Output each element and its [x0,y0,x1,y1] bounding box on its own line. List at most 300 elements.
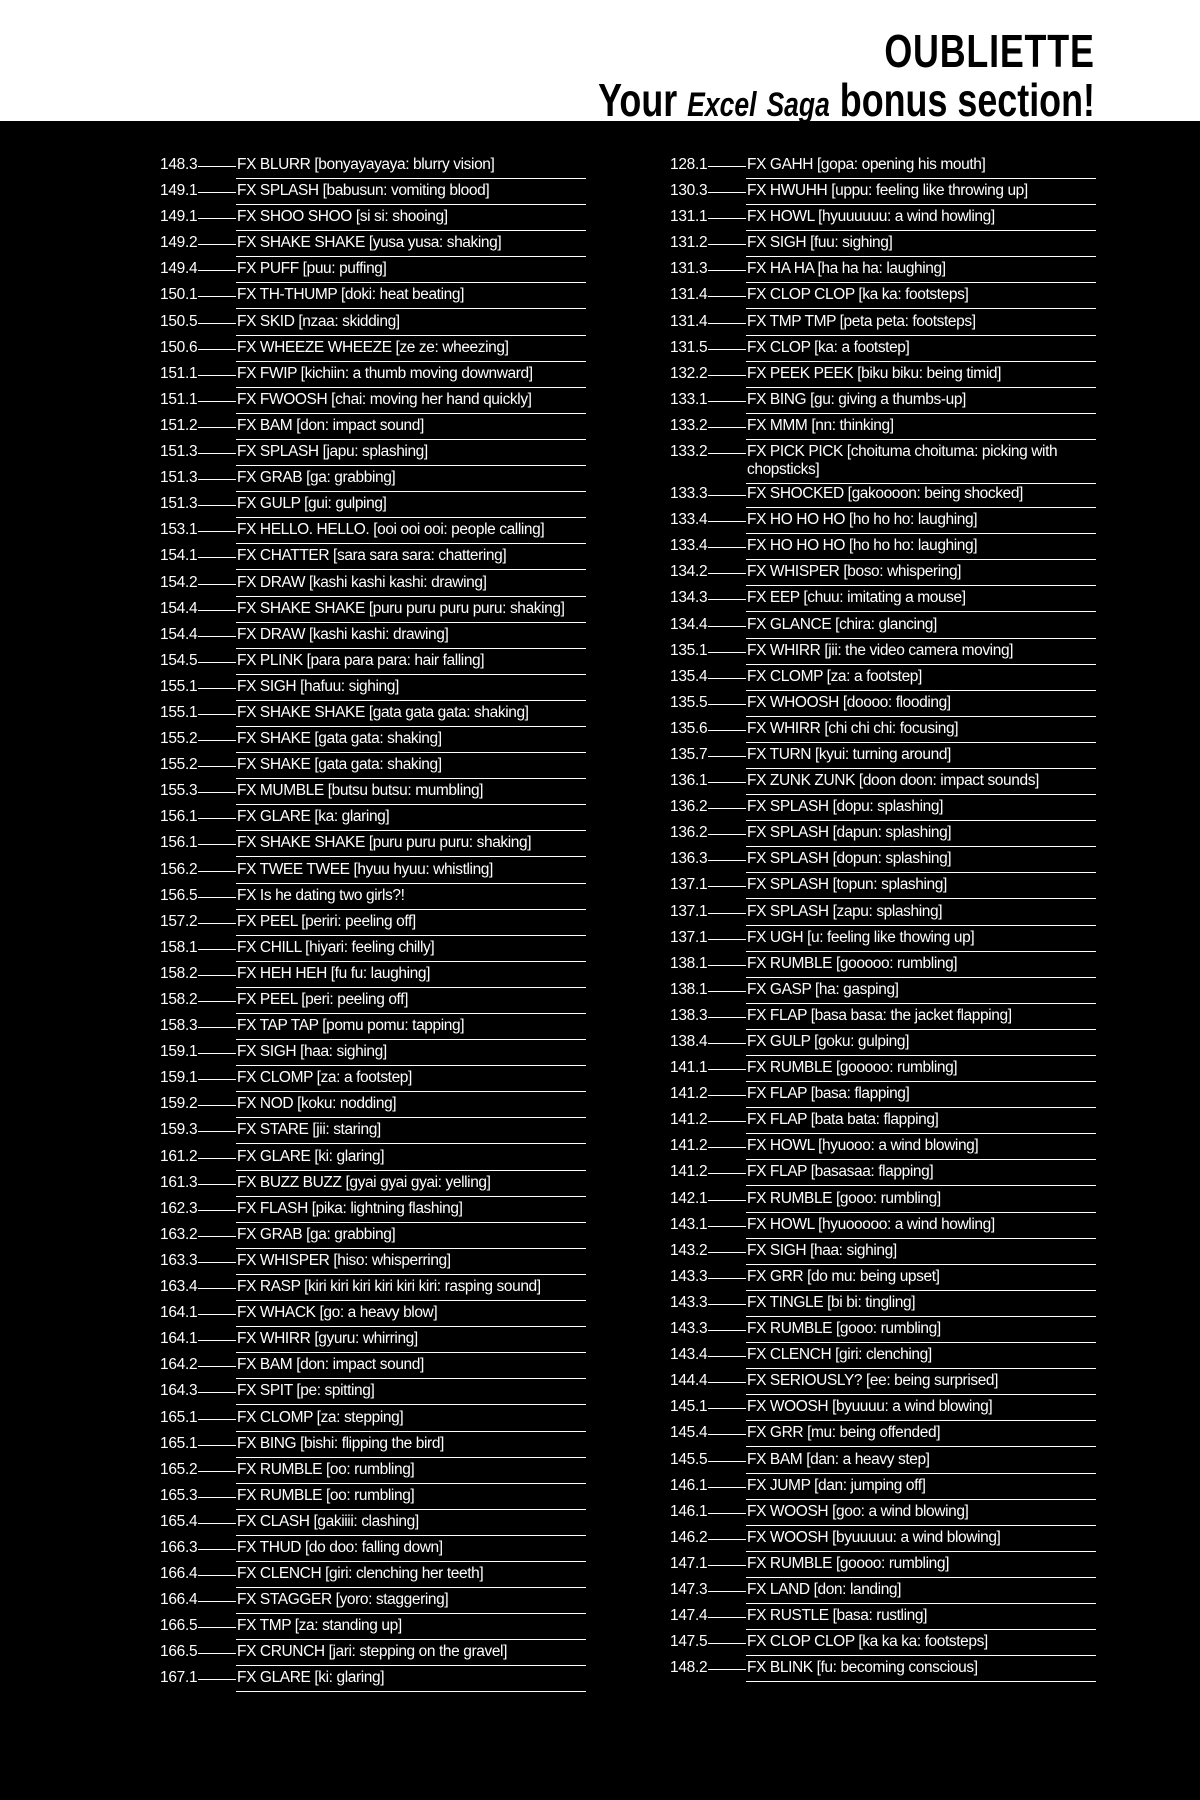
fx-entry [670,537,1096,563]
leader-line [708,1304,746,1305]
fx-entry [160,417,586,443]
leader-line [198,323,236,324]
page-reference: 135.1 [670,641,708,659]
leader-line [198,1105,236,1106]
leader-line [198,871,236,872]
page-reference: 147.5 [670,1633,708,1651]
leader-line [708,1591,746,1592]
leader-line [198,818,236,819]
fx-entry [160,1017,586,1043]
page-reference: 134.3 [670,589,708,607]
fx-entry [670,616,1096,642]
fx-entry [160,1487,586,1513]
page-reference: 148.2 [670,1659,708,1677]
fx-description: FX PEEK PEEK [biku biku: being timid] [746,365,1096,388]
leader-line [198,740,236,741]
page-reference: 145.5 [670,1450,708,1468]
fx-description: FX RUMBLE [gooo: rumbling] [746,1190,1096,1213]
fx-entry [160,391,586,417]
leader-line [198,1314,236,1315]
leader-line [708,1043,746,1044]
page-reference: 142.1 [670,1189,708,1207]
leader-line [708,495,746,496]
fx-entry [670,391,1096,417]
page-reference: 145.4 [670,1424,708,1442]
page-reference: 164.2 [160,1356,198,1374]
fx-description: FX TMP [za: standing up] [236,1617,586,1640]
page-reference: 158.2 [160,991,198,1008]
fx-description: FX RASP [kiri kiri kiri kiri kiri kiri: rasping sound] [236,1278,586,1301]
fx-entry [670,1085,1096,1111]
page-reference: 133.3 [670,485,708,503]
page-reference: 143.3 [670,1293,708,1311]
page-reference: 128.1 [670,156,708,173]
leader-line [708,1200,746,1201]
page-reference: 143.3 [670,1267,708,1285]
page-reference: 165.3 [160,1486,198,1504]
fx-description: FX WHIRR [jii: the video camera moving] [746,642,1096,665]
leader-line [198,1627,236,1628]
fx-entry [160,1643,586,1669]
left-column [160,156,586,1696]
leader-line [198,557,236,558]
page-reference: 132.2 [670,364,708,382]
fx-description: FX LAND [don: landing] [746,1581,1096,1604]
fx-entry [160,339,586,365]
leader-line [198,610,236,611]
fx-entry [160,313,586,339]
fx-entry [670,563,1096,589]
fx-description: FX SPLASH [topun: splashing] [746,876,1096,899]
fx-description: FX RUMBLE [oo: rumbling] [236,1487,586,1510]
fx-description: FX CHILL [hiyari: feeling chilly] [236,939,586,962]
fx-entry [160,913,586,939]
page-reference: 131.2 [670,234,708,252]
fx-entry [670,1346,1096,1372]
page-reference: 141.2 [670,1111,708,1129]
fx-description: FX SPLASH [babusun: vomiting blood] [236,182,586,205]
leader-line [708,1487,746,1488]
leader-line [198,1575,236,1576]
fx-entry [670,511,1096,537]
fx-description: FX WHOOSH [doooo: flooding] [746,694,1096,717]
page-reference: 151.2 [160,416,198,434]
leader-line [198,1210,236,1211]
page-title: OUBLIETTE [884,25,1095,77]
page-reference: 135.7 [670,745,708,763]
fx-entry [670,443,1096,485]
fx-entry [160,1304,586,1330]
page-reference: 165.4 [160,1512,198,1530]
page-reference: 138.1 [670,980,708,998]
fx-description: FX PEEL [peri: peeling off] [236,991,586,1014]
leader-line [198,714,236,715]
fx-description: FX MUMBLE [butsu butsu: mumbling] [236,782,586,805]
page-reference: 164.1 [160,1304,198,1322]
leader-line [708,1461,746,1462]
fx-entry [160,234,586,260]
page-reference: 149.4 [160,260,198,278]
fx-description: FX SKID [nzaa: skidding] [236,313,586,336]
page-reference: 137.1 [670,876,708,894]
fx-entry [670,720,1096,746]
leader-line [198,244,236,245]
fx-entry [160,1617,586,1643]
page-reference: 156.1 [160,834,198,852]
fx-description: FX CLENCH [giri: clenching her teeth] [236,1565,586,1588]
fx-description: FX FWIP [kichiin: a thumb moving downward] [236,365,586,388]
leader-line [708,1513,746,1514]
leader-line [198,636,236,637]
page-reference: 130.3 [670,182,708,200]
fx-entry [160,1669,586,1695]
fx-description: FX HWUHH [uppu: feeling like throwing up] [746,182,1096,205]
page-reference: 136.3 [670,850,708,868]
fx-entry [670,798,1096,824]
leader-line [198,923,236,924]
fx-entry [670,156,1096,182]
page-reference: 147.1 [670,1554,708,1572]
page-reference: 166.5 [160,1643,198,1661]
page-reference: 155.2 [160,756,198,774]
fx-entry [160,939,586,965]
fx-description: FX TMP TMP [peta peta: footsteps] [746,313,1096,336]
fx-description: FX BUZZ BUZZ [gyai gyai gyai: yelling] [236,1174,586,1197]
fx-entry [160,156,586,182]
leader-line [708,1382,746,1383]
leader-line [708,1539,746,1540]
fx-description: FX SPLASH [dapun: splashing] [746,824,1096,847]
fx-entry [670,260,1096,286]
fx-entry [160,1409,586,1435]
fx-description: FX FWOOSH [chai: moving her hand quickly] [236,391,586,414]
fx-entry [670,955,1096,981]
leader-line [198,270,236,271]
fx-description: FX UGH [u: feeling like thowing up] [746,929,1096,952]
fx-entry [160,495,586,521]
fx-entry [160,808,586,834]
leader-line [198,375,236,376]
fx-entry [160,704,586,730]
page-reference: 156.1 [160,808,198,826]
leader-line [708,1121,746,1122]
fx-description: FX STARE [jii: staring] [236,1121,586,1144]
fx-description: FX SPLASH [zapu: splashing] [746,903,1096,926]
page-reference: 143.3 [670,1320,708,1338]
leader-line [708,939,746,940]
fx-description: FX DRAW [kashi kashi kashi: drawing] [236,574,586,597]
fx-description: FX GLANCE [chira: glancing] [746,616,1096,639]
leader-line [198,218,236,219]
fx-description: FX CHATTER [sara sara sara: chattering] [236,547,586,570]
right-column [670,156,1096,1685]
fx-entry [670,981,1096,1007]
leader-line [198,1549,236,1550]
leader-line [708,626,746,627]
fx-entry [670,694,1096,720]
page-reference: 133.4 [670,537,708,555]
fx-entry [670,1607,1096,1633]
fx-description: FX BAM [dan: a heavy step] [746,1451,1096,1474]
leader-line [198,1053,236,1054]
fx-entry [670,1503,1096,1529]
fx-description: FX WOOSH [goo: a wind blowing] [746,1503,1096,1526]
page-reference: 161.3 [160,1173,198,1191]
fx-description: FX SPLASH [dopu: splashing] [746,798,1096,821]
fx-description: FX GULP [gui: gulping] [236,495,586,518]
page-reference: 146.2 [670,1528,708,1546]
page-reference: 146.1 [670,1502,708,1520]
page-reference: 131.4 [670,312,708,330]
fx-entry [670,313,1096,339]
fx-description: FX SPIT [pe: spitting] [236,1382,586,1405]
page-reference: 134.4 [670,615,708,633]
leader-line [198,1653,236,1654]
fx-entry [670,286,1096,312]
fx-description: FX RUMBLE [gooooo: rumbling] [746,1059,1096,1082]
leader-line [708,296,746,297]
fx-entry [160,574,586,600]
page-reference: 143.1 [670,1215,708,1233]
leader-line [198,766,236,767]
page-reference: 158.1 [160,938,198,956]
fx-entry [670,1059,1096,1085]
page-reference: 149.2 [160,234,198,252]
page-reference: 138.3 [670,1006,708,1024]
page-reference: 164.1 [160,1330,198,1348]
fx-entry [160,887,586,913]
page-reference: 161.2 [160,1147,198,1165]
page-reference: 157.2 [160,912,198,930]
fx-description: FX RUMBLE [gooo: rumbling] [746,1320,1096,1343]
fx-entry [160,469,586,495]
page-reference: 155.3 [160,782,198,800]
leader-line [198,1445,236,1446]
leader-line [708,1330,746,1331]
page-reference: 136.1 [670,772,708,790]
page-reference: 155.1 [160,677,198,695]
fx-entry [160,730,586,756]
page-reference: 164.3 [160,1382,198,1400]
fx-entry [670,208,1096,234]
fx-description: FX HELLO. HELLO. [ooi ooi ooi: people calling] [236,521,586,544]
fx-description: FX BLURR [bonyayayaya: blurry vision] [236,156,586,179]
page-reference: 166.3 [160,1538,198,1556]
fx-description: FX DRAW [kashi kashi: drawing] [236,626,586,649]
fx-entry [670,1033,1096,1059]
fx-entry [670,339,1096,365]
page-reference: 138.4 [670,1033,708,1050]
fx-description: FX CRUNCH [jari: stepping on the gravel] [236,1643,586,1666]
leader-line [198,844,236,845]
fx-entry [160,260,586,286]
fx-description: FX HEH HEH [fu fu: laughing] [236,965,586,988]
leader-line [198,349,236,350]
page-reference: 143.4 [670,1346,708,1364]
leader-line [198,1184,236,1185]
page-reference: 150.1 [160,286,198,304]
fx-description: FX PEEL [periri: peeling off] [236,913,586,936]
page-reference: 167.1 [160,1669,198,1687]
fx-description: FX CLOMP [za: stepping] [236,1409,586,1432]
fx-description: FX BAM [don: impact sound] [236,1356,586,1379]
page-reference: 165.2 [160,1460,198,1478]
leader-line [198,427,236,428]
fx-entry [670,365,1096,391]
fx-description: FX BING [bishi: flipping the bird] [236,1435,586,1458]
fx-entry [160,756,586,782]
fx-description: FX SHAKE SHAKE [gata gata gata: shaking] [236,704,586,727]
page-reference: 131.3 [670,260,708,278]
fx-entry [160,521,586,547]
leader-line [708,886,746,887]
fx-entry [670,485,1096,511]
fx-entry [160,1330,586,1356]
leader-line [198,479,236,480]
leader-line [198,531,236,532]
fx-entry [160,782,586,808]
page-reference: 159.2 [160,1095,198,1113]
page-reference: 165.1 [160,1434,198,1452]
fx-description: FX TWEE TWEE [hyuu hyuu: whistling] [236,861,586,884]
fx-description: FX JUMP [dan: jumping off] [746,1477,1096,1500]
leader-line [198,1236,236,1237]
fx-description: FX GAHH [gopa: opening his mouth] [746,156,1096,179]
page-reference: 131.4 [670,286,708,304]
fx-description: FX SHAKE [gata gata: shaking] [236,756,586,779]
fx-entry [160,286,586,312]
fx-entry [160,1539,586,1565]
page-reference: 166.5 [160,1617,198,1635]
leader-line [708,860,746,861]
fx-description: FX GLARE [ka: glaring] [236,808,586,831]
fx-entry [670,929,1096,955]
page-reference: 135.4 [670,667,708,685]
leader-line [708,270,746,271]
leader-line [708,218,746,219]
leader-line [198,792,236,793]
fx-description: FX WHIRR [chi chi chi: focusing] [746,720,1096,743]
page-reference: 159.1 [160,1043,198,1061]
fx-description: FX WHEEZE WHEEZE [ze ze: wheezing] [236,339,586,362]
fx-description: FX WHISPER [hiso: whisperring] [236,1252,586,1275]
page-reference: 133.2 [670,443,708,461]
leader-line [708,401,746,402]
page-reference: 166.4 [160,1565,198,1583]
fx-description: FX CLOP CLOP [ka ka: footsteps] [746,286,1096,309]
page-reference: 151.1 [160,390,198,408]
fx-entry [160,626,586,652]
leader-line [708,349,746,350]
leader-line [708,730,746,731]
fx-description: FX THUD [do doo: falling down] [236,1539,586,1562]
page-reference: 155.2 [160,730,198,748]
page-reference: 133.2 [670,416,708,434]
fx-entry [670,1372,1096,1398]
fx-description: FX HA HA [ha ha ha: laughing] [746,260,1096,283]
leader-line [708,166,746,167]
fx-description: FX NOD [koku: nodding] [236,1095,586,1118]
fx-description: FX GLARE [ki: glaring] [236,1148,586,1171]
fx-entry [670,903,1096,929]
fx-description: FX CLASH [gakiiii: clashing] [236,1513,586,1536]
fx-description: FX SHOCKED [gakoooon: being shocked] [746,485,1096,508]
page-reference: 163.4 [160,1278,198,1296]
fx-description: FX GASP [ha: gasping] [746,981,1096,1004]
leader-line [198,1158,236,1159]
fx-entry [160,1148,586,1174]
leader-line [708,1017,746,1018]
page-reference: 149.1 [160,182,198,200]
fx-description: FX HOWL [hyuooooo: a wind howling] [746,1216,1096,1239]
fx-entry [160,991,586,1017]
fx-description: FX SHAKE [gata gata: shaking] [236,730,586,753]
page-reference: 154.1 [160,547,198,565]
fx-description: FX CLOP CLOP [ka ka ka: footsteps] [746,1633,1096,1656]
subtitle-suffix: bonus section! [829,74,1095,126]
fx-description: FX HOWL [hyuuuuuu: a wind howling] [746,208,1096,231]
fx-description: FX CLOMP [za: a footstep] [746,668,1096,691]
fx-description: FX TAP TAP [pomu pomu: tapping] [236,1017,586,1040]
page-reference: 136.2 [670,798,708,816]
fx-description: FX SIGH [fuu: sighing] [746,234,1096,257]
fx-entry [670,1190,1096,1216]
leader-line [198,1262,236,1263]
leader-line [198,192,236,193]
page-reference: 156.5 [160,886,198,904]
fx-entry [160,1252,586,1278]
subtitle-prefix: Your [598,74,688,126]
page-reference: 163.3 [160,1251,198,1269]
page-reference: 138.1 [670,954,708,972]
fx-description: FX GLARE [ki: glaring] [236,1669,586,1692]
fx-description: FX WOOSH [byuuuuu: a wind blowing] [746,1529,1096,1552]
fx-entry [160,1591,586,1617]
fx-entry [160,1043,586,1069]
fx-description: FX STAGGER [yoro: staggering] [236,1591,586,1614]
fx-entry [160,834,586,860]
page-reference: 154.4 [160,599,198,617]
leader-line [708,1226,746,1227]
leader-line [708,652,746,653]
fx-description: FX SERIOUSLY? [ee: being surprised] [746,1372,1096,1395]
leader-line [198,296,236,297]
leader-line [198,1340,236,1341]
leader-line [708,1669,746,1670]
leader-line [708,573,746,574]
page-reference: 158.2 [160,964,198,982]
subtitle-brand-excel: Excel [687,86,757,124]
leader-line [198,688,236,689]
leader-line [198,975,236,976]
page-reference: 150.5 [160,312,198,330]
leader-line [708,1069,746,1070]
fx-entry [670,772,1096,798]
page-reference: 144.4 [670,1372,708,1390]
page-subtitle [598,74,1095,128]
page-reference: 141.2 [670,1137,708,1155]
leader-line [198,1419,236,1420]
leader-line [198,401,236,402]
fx-description: FX SIGH [haa: sighing] [746,1242,1096,1265]
leader-line [198,1471,236,1472]
fx-entry [670,1424,1096,1450]
fx-description: FX SPLASH [dopun: splashing] [746,850,1096,873]
page-reference: 143.2 [670,1241,708,1259]
fx-entry [670,1659,1096,1685]
leader-line [708,1147,746,1148]
leader-line [198,453,236,454]
